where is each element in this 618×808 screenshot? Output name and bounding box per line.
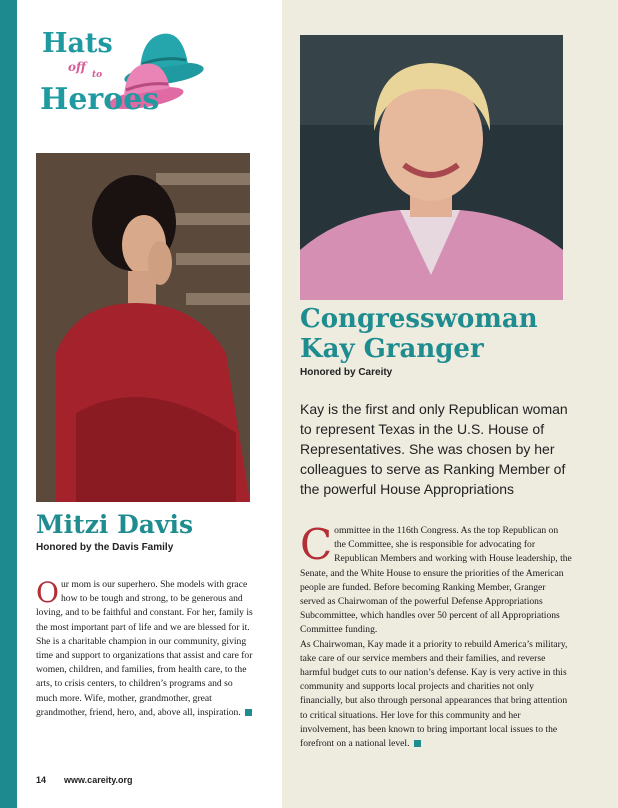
logo-word-off: off xyxy=(68,60,86,74)
kay-bio-text-2: As Chairwoman, Kay made it a priority to rebuild America’s military, take care of our service members and their families, and reverse harmful budget cuts to our nation’s defense. Kay is very active in this community and supports local projects and charities not only financially, but also through personal appearances that bring attention to critical situations. Her love for this community and her involvement, has been known to bring important local issues to the forefront on a national level. xyxy=(300,638,568,750)
honored-by-mitzi: Honored by the Davis Family xyxy=(36,542,174,553)
hats-off-to-heroes-logo xyxy=(36,24,206,124)
mitzi-bio xyxy=(36,578,254,720)
portrait-woman-pink-jacket-icon xyxy=(300,35,563,300)
logo-word-hats: Hats xyxy=(42,28,113,59)
honoree-name-kay-line2: Kay Granger xyxy=(300,334,484,364)
left-color-band xyxy=(0,0,17,808)
end-mark-icon xyxy=(245,709,252,716)
kay-bio xyxy=(300,520,572,751)
kay-lead-paragraph: Kay is the first and only Republican woman to represent Texas in the U.S. House of Representatives. She was chosen by her colleagues to serve as Ranking Member of the powerful House Appropriations xyxy=(300,401,568,497)
mitzi-davis-photo xyxy=(36,153,250,502)
dropcap-mitzi: O xyxy=(36,576,59,609)
honored-by-kay: Honored by Careity xyxy=(300,367,393,378)
end-mark-icon xyxy=(414,740,421,747)
page-number: 14 xyxy=(36,775,47,785)
mitzi-bio-text: ur mom is our superhero. She models with grace how to be tough and strong, to be generous and loving, and to be faithful and constant. For her, family is the most important part of life and we are blessed for it. She is a charitable champion in our community, giving time and support to organizations that assist and care for women, children, and families, from health care, to the arts, to crisis centers, to children’s programs and so much more. Wife, mother, grandmother, great grandmother, friend, hero, and, above all, inspiration. xyxy=(36,579,253,718)
logo-word-to: to xyxy=(92,70,103,80)
logo-word-heroes: Heroes xyxy=(40,82,160,117)
page-footer xyxy=(36,775,151,785)
honoree-name-kay-line1: Congresswoman xyxy=(300,304,538,334)
footer-url: www.careity.org xyxy=(64,775,133,785)
portrait-woman-red-dress-icon xyxy=(36,153,250,502)
dropcap-kay: C xyxy=(300,520,333,569)
honoree-name-mitzi: Mitzi Davis xyxy=(36,510,194,539)
honoree-name-kay xyxy=(300,304,600,364)
kay-granger-photo xyxy=(300,35,563,300)
kay-bio-text-1: ommittee in the 116th Congress. As the top Republican on the Committee, she is responsible for advocating for Republican Members and working with House leadership, the Senate, and the White House to ensure the priorities of the American people are funded. Before becoming Ranking Member, Granger served as Chairwoman of the powerful Defense Appropriations Subcommittee, which handles over 50 percent of all Appropriations Committee funding. xyxy=(300,525,572,636)
